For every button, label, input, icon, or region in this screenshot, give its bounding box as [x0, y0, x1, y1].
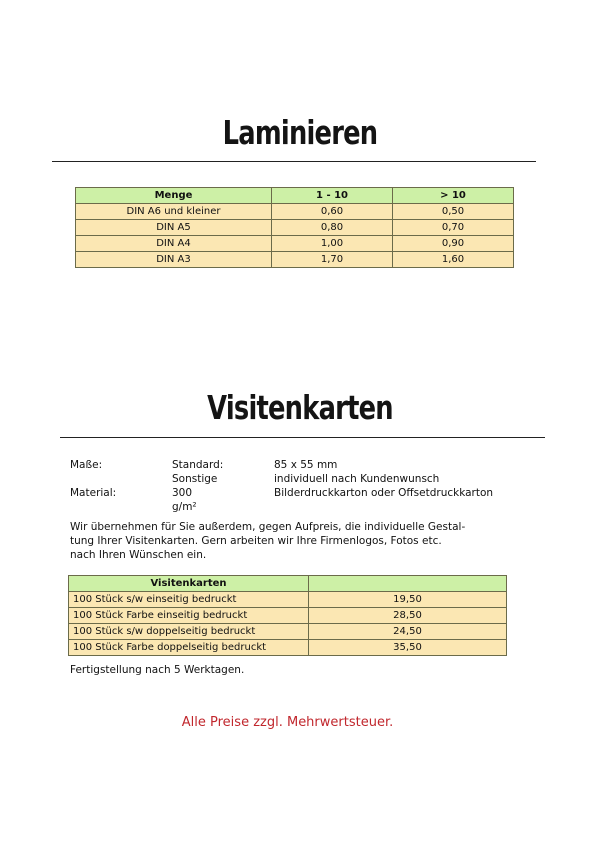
laminieren-divider: [52, 161, 536, 162]
spec-value: 85 x 55 mm: [274, 459, 338, 471]
laminieren-price-table: [75, 187, 514, 268]
row-price: 28,50: [309, 608, 507, 624]
row-product: 100 Stück Farbe einseitig bedruckt: [69, 608, 309, 624]
table-row: [76, 236, 514, 252]
row-price-1-10: 0,80: [272, 220, 393, 236]
row-product: 100 Stück Farbe doppelseitig bedruckt: [69, 640, 309, 656]
table-row: [69, 624, 507, 640]
row-price-1-10: 0,60: [272, 204, 393, 220]
spec-type: Sonstige: [172, 473, 218, 485]
table-row: [76, 204, 514, 220]
vat-note: Alle Preise zzgl. Mehrwertsteuer.: [181, 715, 394, 730]
description-line: nach Ihren Wünschen ein.: [70, 549, 207, 561]
spec-type: Standard:: [172, 459, 224, 471]
row-format: DIN A5: [76, 220, 272, 236]
row-price: 35,50: [309, 640, 507, 656]
spec-label: Maße:: [70, 459, 103, 471]
row-price: 24,50: [309, 624, 507, 640]
spec-type: 300 g/m²: [172, 487, 197, 513]
completion-note: Fertigstellung nach 5 Werktagen.: [70, 664, 245, 676]
header-price: [309, 576, 507, 592]
spec-value: Bilderdruckkarton oder Offsetdruckkarton: [274, 487, 494, 499]
description-line: Wir übernehmen für Sie außerdem, gegen Aufpreis, die individuelle Gestal-: [70, 521, 466, 533]
laminieren-title: Laminieren: [222, 113, 378, 152]
row-price-over-10: 1,60: [393, 252, 514, 268]
table-header-row: [69, 576, 507, 592]
table-row: [69, 592, 507, 608]
table-row: [69, 640, 507, 656]
row-price-over-10: 0,70: [393, 220, 514, 236]
row-format: DIN A4: [76, 236, 272, 252]
visitenkarten-description: [70, 520, 520, 562]
visitenkarten-title: Visitenkarten: [207, 388, 393, 427]
row-product: 100 Stück s/w doppelseitig bedruckt: [69, 624, 309, 640]
spec-value: individuell nach Kundenwunsch: [274, 473, 440, 485]
header-1-10: 1 - 10: [272, 188, 393, 204]
row-price-1-10: 1,00: [272, 236, 393, 252]
row-price-over-10: 0,90: [393, 236, 514, 252]
header-over-10: > 10: [393, 188, 514, 204]
row-price-over-10: 0,50: [393, 204, 514, 220]
row-product: 100 Stück s/w einseitig bedruckt: [69, 592, 309, 608]
visitenkarten-price-table: [68, 575, 507, 656]
row-price: 19,50: [309, 592, 507, 608]
header-menge: Menge: [76, 188, 272, 204]
table-row: [76, 220, 514, 236]
row-format: DIN A3: [76, 252, 272, 268]
table-row: [69, 608, 507, 624]
description-line: tung Ihrer Visitenkarten. Gern arbeiten wir Ihre Firmenlogos, Fotos etc.: [70, 535, 442, 547]
spec-label: Material:: [70, 487, 117, 499]
table-header-row: [76, 188, 514, 204]
row-format: DIN A6 und kleiner: [76, 204, 272, 220]
header-visitenkarten: Visitenkarten: [69, 576, 309, 592]
table-row: [76, 252, 514, 268]
row-price-1-10: 1,70: [272, 252, 393, 268]
visitenkarten-divider: [60, 437, 545, 438]
